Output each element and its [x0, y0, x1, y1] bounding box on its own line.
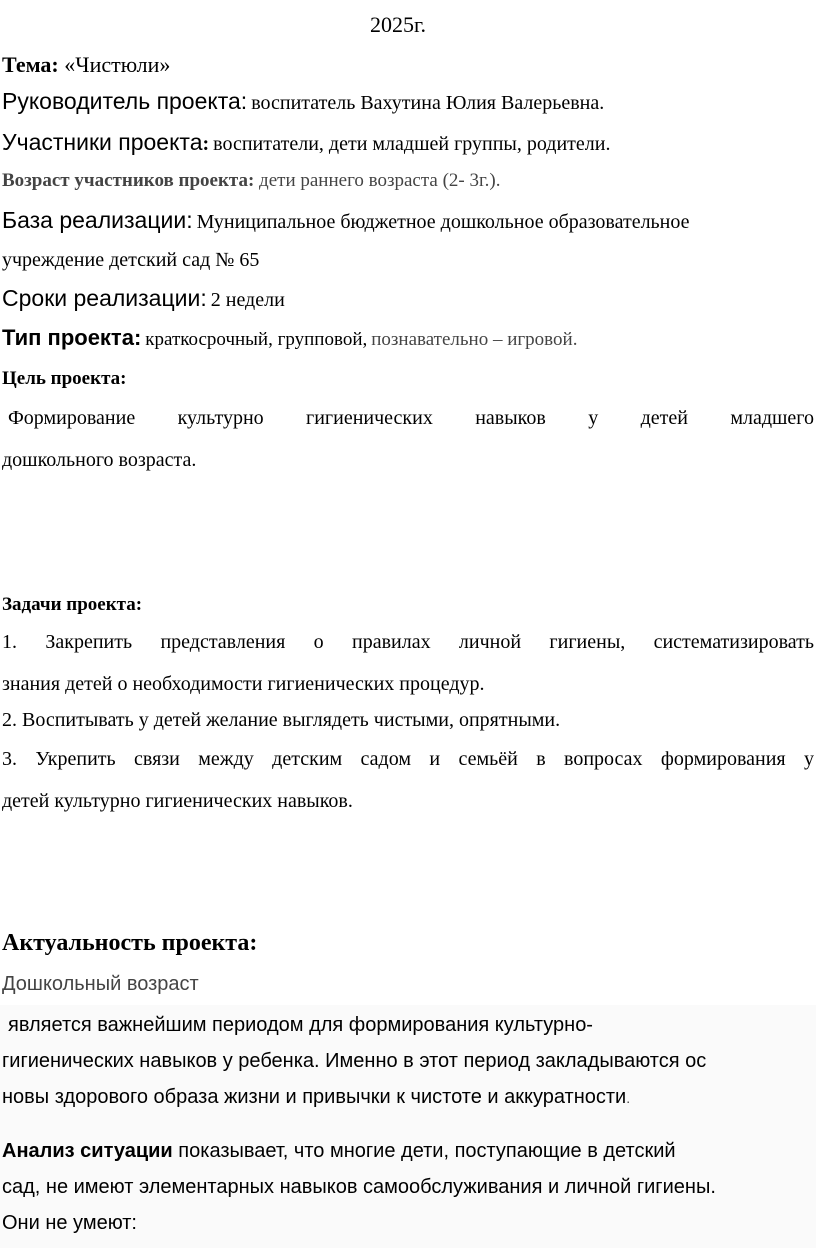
- relevance-heading: Актуальность проекта:: [2, 930, 258, 956]
- tasks-heading: Задачи проекта:: [2, 594, 143, 615]
- participants-colon: :: [202, 133, 210, 155]
- type-line: [2, 325, 577, 351]
- leader-value: воспитатель Вахутина Юлия Валерьевна.: [251, 92, 605, 114]
- relevance-line3: гигиенических навыков у ребенка. Именно в этот период закладываются ос: [2, 1050, 707, 1072]
- age-value: дети раннего возраста (2- 3г.).: [259, 170, 501, 191]
- participants-line: [2, 129, 610, 156]
- terms-value: 2 недели: [210, 289, 285, 311]
- goal-line2: дошкольного возраста.: [2, 449, 197, 471]
- leader-label: Руководитель проекта:: [2, 88, 248, 114]
- type-value-1: краткосрочный, групповой,: [145, 329, 368, 350]
- theme-label: Тема:: [2, 52, 59, 77]
- analysis-line1: [2, 1140, 676, 1163]
- terms-label: Сроки реализации:: [2, 285, 207, 311]
- task-1-line2: знания детей о необходимости гигиенических процедур.: [2, 673, 485, 695]
- relevance-line1: Дошкольный возраст: [2, 973, 199, 995]
- analysis-line3: Они не умеют:: [2, 1212, 137, 1234]
- task-1-line1: 1. Закрепить представления о правилах личной гигиены, систематизировать: [2, 631, 814, 653]
- leader-line: [2, 88, 604, 115]
- base-line2: учреждение детский сад № 65: [2, 249, 260, 271]
- age-line: [2, 170, 500, 192]
- participants-label: Участники проекта: [2, 129, 203, 155]
- type-value-2: познавательно – игровой.: [371, 329, 578, 350]
- base-label: База реализации:: [2, 207, 193, 233]
- theme-line: [2, 52, 170, 77]
- terms-line: [2, 285, 285, 312]
- type-label: Тип проекта:: [2, 325, 142, 350]
- task-3-line2: детей культурно гигиенических навыков.: [2, 790, 353, 812]
- relevance-line4-text: новы здорового образа жизни и привычки к чистоте и аккуратности: [2, 1086, 627, 1108]
- goal-heading: Цель проекта:: [2, 368, 127, 389]
- task-3-line1: 3. Укрепить связи между детским садом и семьёй в вопросах формирования у: [2, 748, 814, 770]
- analysis-label: Анализ ситуации: [2, 1140, 173, 1162]
- relevance-line4: [2, 1086, 630, 1109]
- relevance-line4-end: .: [626, 1090, 631, 1106]
- year: 2025г.: [370, 12, 427, 37]
- task-2: 2. Воспитывать у детей желание выглядеть чистыми, опрятными.: [2, 709, 561, 731]
- age-label: Возраст участников проекта:: [2, 170, 255, 191]
- base-line1: [2, 207, 690, 234]
- base-value-line1: Муниципальное бюджетное дошкольное образовательное: [196, 211, 690, 233]
- theme-value: «Чистюли»: [64, 52, 171, 77]
- analysis-line2: сад, не имеют элементарных навыков самообслуживания и личной гигиены.: [2, 1176, 716, 1198]
- relevance-line2: является важнейшим периодом для формирования культурно-: [8, 1014, 593, 1036]
- goal-line1: Формирование культурно гигиенических навыков у детей младшего: [8, 407, 814, 429]
- participants-value: воспитатели, дети младшей группы, родители.: [213, 133, 611, 155]
- analysis-text-1: показывает, что многие дети, поступающие в детский: [178, 1140, 676, 1162]
